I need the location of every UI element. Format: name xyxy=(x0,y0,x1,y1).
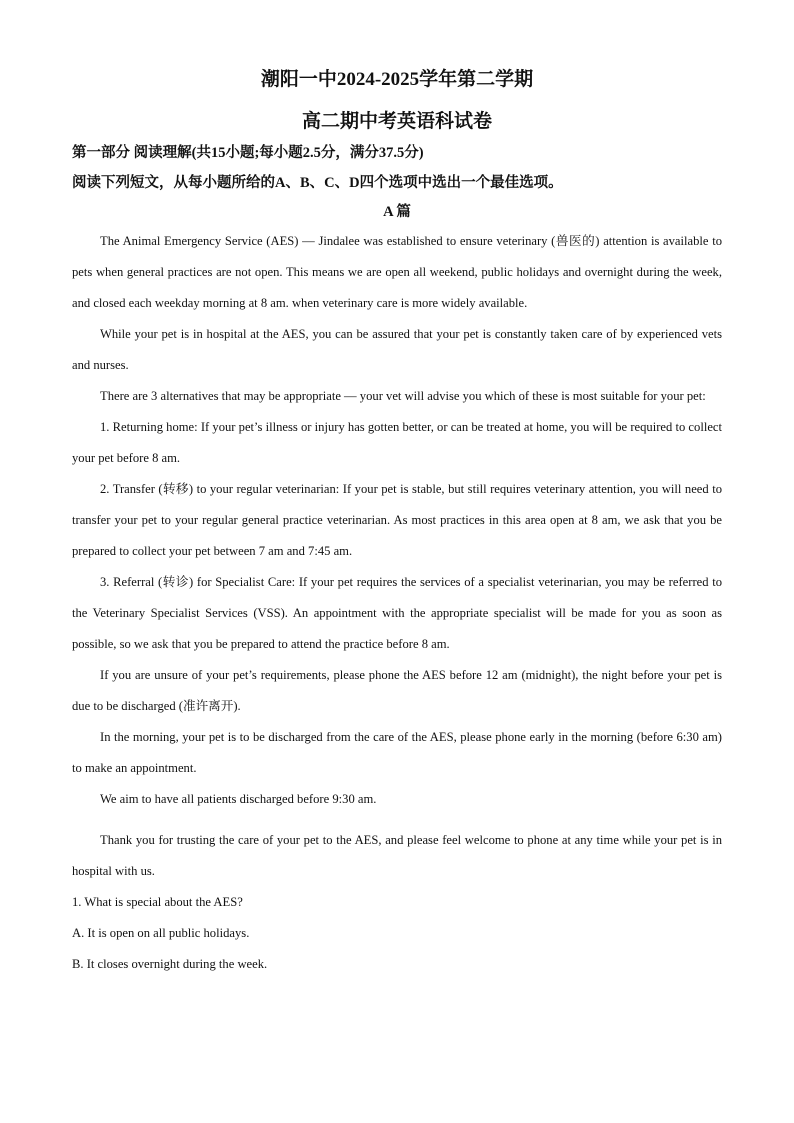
passage-paragraph: 2. Transfer (转移) to your regular veterinarian: If your pet is stable, but still requires veterinary attention, you will need to transfer your pet to your regular general practice veterinarian. As most practices in this area open at 8 am, we ask that you be prepared to collect your pet between 7 am and 7:45 am. xyxy=(72,482,722,558)
passage-paragraph: There are 3 alternatives that may be appropriate — your vet will advise you which of these is most suitable for your pet: xyxy=(100,389,706,403)
passage-paragraph: In the morning, your pet is to be discharged from the care of the AES, please phone early in the morning (before 6:30 am) to make an appointment. xyxy=(72,730,722,775)
directions-text: 阅读下列短文，从每小题所给的A、B、C、D四个选项中选出一个最佳选项。 xyxy=(72,175,563,191)
exam-subtitle: 高二期中考英语科试卷 xyxy=(301,111,492,132)
passage-paragraph: While your pet is in hospital at the AES, you can be assured that your pet is constantly taken care of by experienced vets and nurses. xyxy=(72,327,722,372)
answer-option-b: B. It closes overnight during the week. xyxy=(72,957,268,971)
answer-option-a: A. It is open on all public holidays. xyxy=(72,926,250,940)
passage-paragraph: The Animal Emergency Service (AES) — Jindalee was established to ensure veterinary (兽医的) attention is available to pets when general practices are not open. This means we are open all weekend, public holidays and overnight during the week, and closed each weekday morning at 8 am. when veterinary care is more widely available. xyxy=(72,234,722,310)
part-heading: 第一部分 阅读理解(共15小题;每小题2.5分，满分37.5分) xyxy=(72,145,424,161)
passage-paragraph: We aim to have all patients discharged before 9:30 am. xyxy=(100,792,377,806)
passage-paragraph: Thank you for trusting the care of your pet to the AES, and please feel welcome to phone at any time while your pet is in hospital with us. xyxy=(72,833,722,878)
passage-body xyxy=(72,226,722,980)
question-stem: 1. What is special about the AES? xyxy=(72,895,243,909)
passage-paragraph: If you are unsure of your pet’s requirements, please phone the AES before 12 am (midnight), the night before your pet is due to be discharged (准许离开). xyxy=(72,668,722,713)
section-title: A 篇 xyxy=(383,204,411,220)
passage-paragraph: 1. Returning home: If your pet’s illness or injury has gotten better, or can be treated at home, you will be required to collect your pet before 8 am. xyxy=(72,420,722,465)
exam-title: 潮阳一中2024-2025学年第二学期 xyxy=(260,69,534,90)
passage-paragraph: 3. Referral (转诊) for Specialist Care: If your pet requires the services of a specialist veterinarian, you may be referred to the Veterinary Specialist Services (VSS). An appointment with the appropriate specialist will be made for you as soon as possible, so we ask that you be prepared to attend the practice before 8 am. xyxy=(72,575,722,651)
